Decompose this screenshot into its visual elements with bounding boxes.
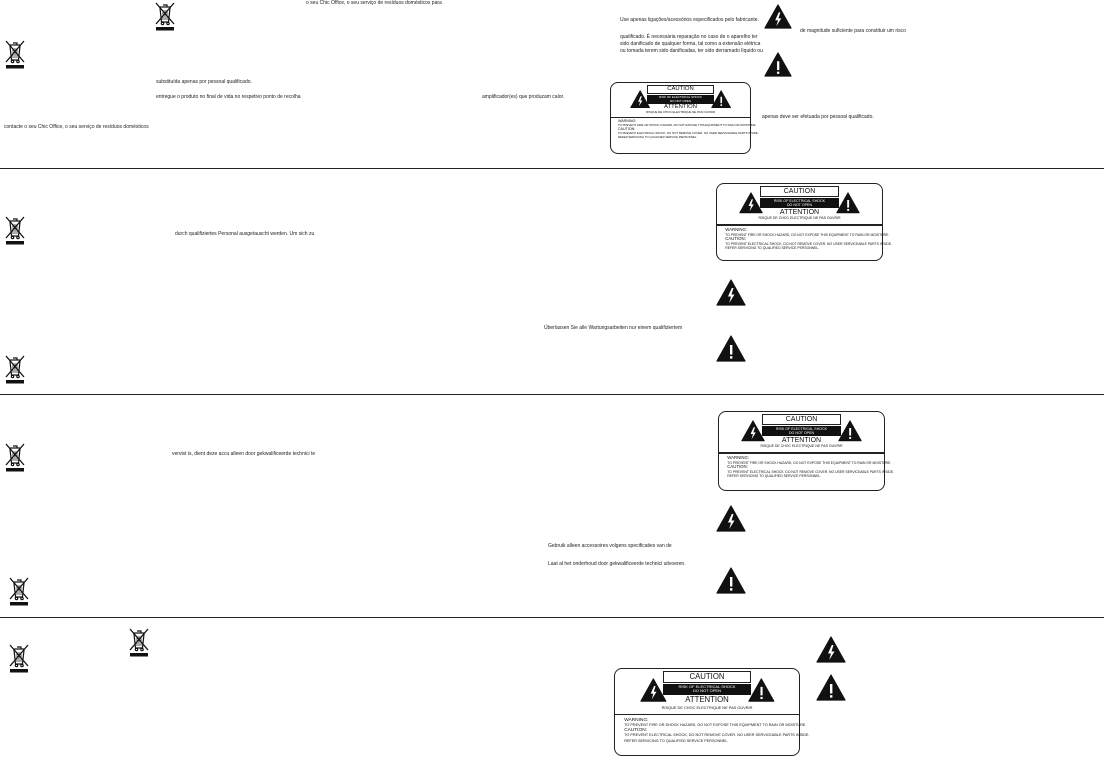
caution-label-center	[663, 671, 751, 704]
weee-bin-icon	[4, 214, 26, 246]
caution-label-footer	[624, 718, 810, 744]
caution-label-separator	[615, 714, 799, 716]
section-german	[0, 169, 1104, 394]
attention-title: ATTENTION	[781, 436, 822, 444]
caution-label-footer	[617, 119, 759, 139]
pt-text-6: de magnitude suficiente para constituir um risco	[800, 28, 906, 34]
caution-title: CAUTION	[762, 414, 841, 425]
de-text-2: Überlassen Sie alle Wartungsarbeiten nur einem qualifiziertem	[544, 325, 683, 331]
risque-text: RISQUE DE CHOC ELECTRIQUE NE PAS OUVRIR	[760, 444, 843, 448]
pt-text-2: Use apenas ligações/acessórios especificados pelo fabricante.	[620, 17, 759, 23]
risque-text: RISQUE DE CHOC ELECTRIQUE NE PAS OUVRIR	[758, 216, 841, 220]
exclamation-warning-icon	[711, 90, 731, 109]
warning-heading: WARNING:	[727, 455, 750, 460]
pt-text-8: entregue o produto no final de vida no respetivo ponto de recolha	[156, 94, 301, 100]
exclamation-warning-icon	[748, 678, 775, 703]
section-dutch	[0, 395, 1104, 617]
caution-text-2: REFER SERVICING TO QUALIFIED SERVICE PERSONNEL.	[624, 738, 729, 743]
caution-title: CAUTION	[647, 85, 714, 95]
caution-heading: CAUTION:	[727, 464, 748, 470]
warning-text: TO PREVENT FIRE OR SHOCK HAZARD, DO NOT EXPOSE THIS EQUIPMENT TO RAIN OR MOISTURE.	[725, 232, 890, 237]
warning-text: TO PREVENT FIRE OR SHOCK HAZARD, DO NOT EXPOSE THIS EQUIPMENT TO RAIN OR MOISTURE.	[727, 460, 892, 465]
warning-heading: WARNING:	[725, 227, 748, 232]
caution-label-separator	[611, 117, 750, 119]
pt-text-3: qualificado. É necessária reparação no caso de o aparelho ter	[620, 34, 758, 40]
pt-text-11: contacte o seu Chic Office, o seu serviço de resíduos domésticos	[4, 124, 149, 130]
weee-bin-icon	[4, 353, 26, 385]
weee-bin-icon	[128, 626, 150, 658]
exclamation-warning-icon	[716, 335, 746, 362]
risk-line-2: DO NOT OPEN	[693, 688, 721, 694]
caution-label	[610, 82, 759, 154]
caution-text-2: REFER SERVICING TO QUALIFIED SERVICE PERSONNEL.	[725, 246, 820, 251]
caution-heading: CAUTION:	[624, 728, 647, 734]
de-text-1: durch qualifiziertes Personal ausgetauscht werden. Um sich zu	[175, 231, 315, 237]
caution-label-head	[719, 412, 884, 456]
caution-text-1: TO PREVENT ELECTRICAL SHOCK, DO NOT REMOVE COVER. NO USER SERVICEABLE PARTS INSIDE.	[727, 469, 895, 474]
risk-of-shock-banner	[760, 198, 839, 208]
caution-text-1: TO PREVENT ELECTRICAL SHOCK, DO NOT REMOVE COVER. NO USER SERVICEABLE PARTS INSIDE.	[725, 241, 893, 246]
warning-heading: WARNING:	[624, 718, 649, 723]
caution-heading: CAUTION:	[617, 126, 636, 131]
caution-text-2: REFER SERVICING TO QUALIFIED SERVICE PERSONNEL.	[727, 474, 822, 479]
electric-shock-warning-icon	[716, 279, 746, 306]
pt-text-9: amplificador(es) que produzam calor.	[482, 94, 565, 100]
risk-line-1: RISK OF ELECTRICAL SHOCK	[775, 426, 828, 431]
warning-heading: WARNING:	[617, 119, 637, 124]
caution-label	[718, 411, 895, 491]
weee-bin-icon	[154, 0, 176, 32]
caution-heading: CAUTION:	[725, 236, 746, 242]
weee-bin-icon	[8, 642, 30, 674]
nl-text-3: Laat al het onderhoud door gekwalificeerde technici uitvoeren.	[548, 561, 686, 567]
risque-text: RISQUE DE CHOC ELECTRIQUE NE PAS OUVRIR	[646, 109, 715, 114]
pt-text-1: o seu Chic Office, o seu serviço de resíduos domésticos para	[306, 0, 442, 6]
pt-text-4: sido danificado de qualquer forma, tal como a extensão elétrica	[620, 41, 761, 47]
pt-text-10: apenas deve ser efetuada por pessoal qualificado.	[762, 114, 874, 120]
risk-of-shock-banner	[647, 95, 714, 104]
risk-line-1: RISK OF ELECTRICAL SHOCK	[659, 95, 702, 100]
weee-bin-icon	[4, 441, 26, 473]
caution-label-center	[760, 186, 839, 216]
section-fourth-language	[0, 618, 1104, 757]
risk-line-2: DO NOT OPEN	[788, 430, 815, 435]
caution-label-footer	[727, 455, 895, 479]
exclamation-warning-icon	[816, 674, 846, 701]
pt-text-7: substituída apenas por pessoal qualificado.	[156, 79, 252, 85]
exclamation-warning-icon	[764, 52, 792, 77]
caution-label-center	[762, 414, 841, 444]
risk-line-1: RISK OF ELECTRICAL SHOCK	[678, 683, 736, 689]
section-portuguese	[0, 0, 1104, 168]
warning-text: TO PREVENT FIRE OR SHOCK HAZARD, DO NOT EXPOSE THIS EQUIPMENT TO RAIN OR MOISTURE.	[617, 123, 757, 128]
electric-shock-warning-icon	[816, 636, 846, 663]
caution-text-1: TO PREVENT ELECTRICAL SHOCK, DO NOT REMOVE COVER. NO USER SERVICEABLE PARTS INSIDE.	[617, 130, 759, 135]
caution-label-separator	[719, 452, 884, 454]
caution-label	[614, 668, 810, 756]
caution-text-1: TO PREVENT ELECTRICAL SHOCK, DO NOT REMOVE COVER. NO USER SERVICEABLE PARTS INSIDE.	[624, 733, 810, 738]
electric-shock-warning-icon	[716, 505, 746, 532]
caution-label-footer	[725, 227, 893, 251]
pt-text-5: ou tomada terem sido danificadas, ter sido derramado líquido ou	[620, 48, 763, 54]
caution-label-separator	[717, 224, 882, 226]
risque-text: RISQUE DE CHOC ELECTRIQUE NE PAS OUVRIR	[661, 704, 753, 710]
nl-text-1: vervist is, dient deze accu alleen door gekwalificeerde technici te	[172, 451, 316, 457]
caution-label	[716, 183, 893, 261]
exclamation-warning-icon	[838, 420, 862, 442]
risk-line-2: DO NOT OPEN	[786, 202, 813, 207]
weee-bin-icon	[4, 38, 26, 70]
caution-label-head	[615, 669, 799, 717]
caution-label-head	[717, 184, 882, 227]
attention-title: ATTENTION	[779, 208, 820, 216]
exclamation-warning-icon	[836, 192, 860, 214]
electric-shock-warning-icon	[764, 4, 792, 29]
warning-text: TO PREVENT FIRE OR SHOCK HAZARD, DO NOT EXPOSE THIS EQUIPMENT TO RAIN OR MOISTURE.	[624, 723, 807, 728]
weee-bin-icon	[8, 575, 30, 607]
caution-label-center	[647, 85, 714, 112]
caution-title: CAUTION	[760, 186, 839, 197]
attention-title: ATTENTION	[663, 104, 698, 111]
attention-title: ATTENTION	[685, 694, 729, 704]
risk-of-shock-banner	[762, 426, 841, 436]
risk-line-1: RISK OF ELECTRICAL SHOCK	[773, 198, 826, 203]
caution-text-2: REFER SERVICING TO QUALIFIED SERVICE PERSONNEL.	[617, 134, 698, 139]
risk-of-shock-banner	[663, 684, 751, 695]
exclamation-warning-icon	[716, 567, 746, 594]
nl-text-2: Gebruik alleen accessoires volgens specificaties van de	[548, 543, 672, 549]
risk-line-2: DO NOT OPEN	[669, 98, 692, 103]
caution-title: CAUTION	[663, 671, 751, 683]
